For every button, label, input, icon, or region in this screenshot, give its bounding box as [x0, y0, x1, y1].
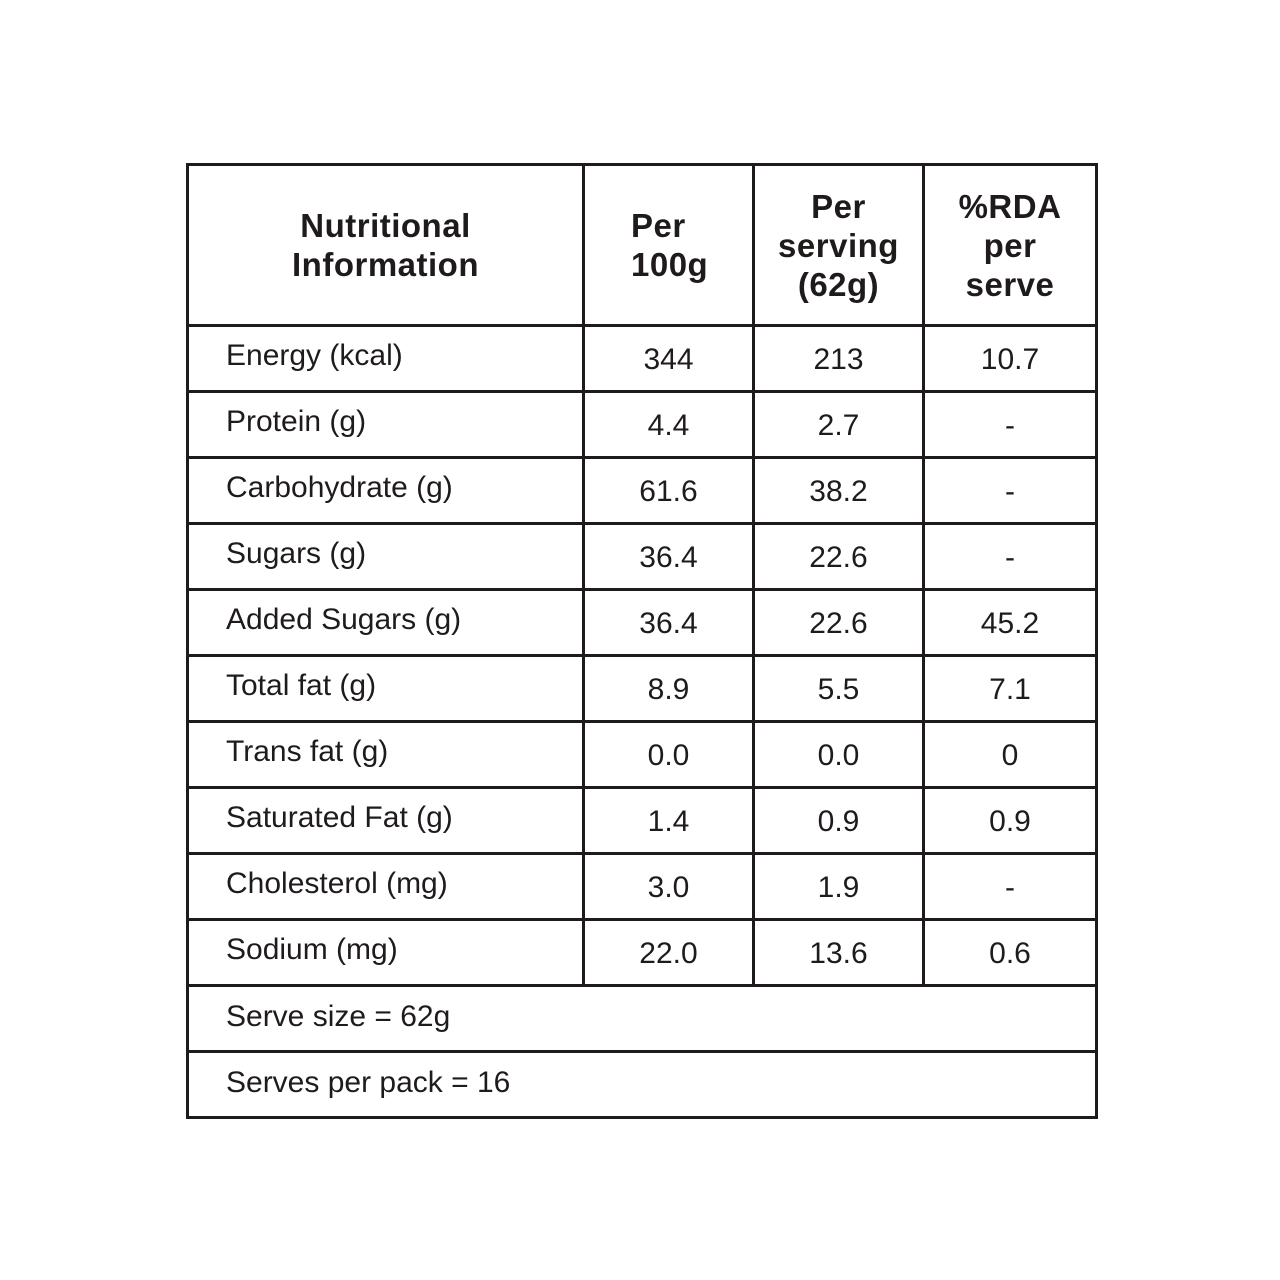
- per-serving-value: 0.9: [754, 788, 924, 854]
- nutrient-name: Trans fat (g): [188, 722, 584, 788]
- per-serving-value: 13.6: [754, 920, 924, 986]
- serves-per-pack-text: Serves per pack = 16: [188, 1052, 1097, 1118]
- table-row: [188, 590, 1097, 656]
- nutrient-name: Energy (kcal): [188, 326, 584, 392]
- rda-value: 7.1: [924, 656, 1097, 722]
- table-row: [188, 326, 1097, 392]
- per-serving-value: 213: [754, 326, 924, 392]
- per-serving-value: 2.7: [754, 392, 924, 458]
- header-line: Nutritional: [300, 207, 471, 244]
- rda-value: 45.2: [924, 590, 1097, 656]
- nutrient-name: Carbohydrate (g): [188, 458, 584, 524]
- nutrient-name: Sodium (mg): [188, 920, 584, 986]
- table-row: [188, 524, 1097, 590]
- table-row: [188, 722, 1097, 788]
- header-line: Information: [292, 246, 479, 283]
- per-100g-value: 1.4: [584, 788, 754, 854]
- nutrient-name: Protein (g): [188, 392, 584, 458]
- nutrient-name: Saturated Fat (g): [188, 788, 584, 854]
- nutrient-name: Total fat (g): [188, 656, 584, 722]
- rda-value: -: [924, 392, 1097, 458]
- table-row: [188, 788, 1097, 854]
- serve-size-row: [188, 986, 1097, 1052]
- header-rda-per-serve: [924, 165, 1097, 326]
- header-line: %RDA: [958, 187, 1062, 225]
- rda-value: 0.9: [924, 788, 1097, 854]
- per-100g-value: 8.9: [584, 656, 754, 722]
- header-per-100g: [584, 165, 754, 326]
- nutrient-name: Sugars (g): [188, 524, 584, 590]
- serve-size-text: Serve size = 62g: [188, 986, 1097, 1052]
- header-line: serving: [778, 226, 899, 264]
- table-header-row: [188, 165, 1097, 326]
- nutrient-name: Cholesterol (mg): [188, 854, 584, 920]
- table-row: [188, 854, 1097, 920]
- nutrient-name: Added Sugars (g): [188, 590, 584, 656]
- nutrition-table: [186, 163, 1098, 1119]
- per-100g-value: 344: [584, 326, 754, 392]
- header-line: Per: [631, 207, 686, 244]
- rda-value: -: [924, 524, 1097, 590]
- table-row: [188, 458, 1097, 524]
- header-line: per: [983, 226, 1037, 264]
- header-per-serving: [754, 165, 924, 326]
- per-100g-value: 36.4: [584, 524, 754, 590]
- table-row: [188, 392, 1097, 458]
- per-serving-value: 22.6: [754, 524, 924, 590]
- per-100g-value: 0.0: [584, 722, 754, 788]
- serves-per-pack-row: [188, 1052, 1097, 1118]
- rda-value: 0.6: [924, 920, 1097, 986]
- per-100g-value: 22.0: [584, 920, 754, 986]
- per-serving-value: 22.6: [754, 590, 924, 656]
- rda-value: 10.7: [924, 326, 1097, 392]
- rda-value: 0: [924, 722, 1097, 788]
- header-line: (62g): [797, 265, 880, 303]
- header-line: Per: [811, 187, 866, 225]
- per-serving-value: 0.0: [754, 722, 924, 788]
- per-100g-value: 36.4: [584, 590, 754, 656]
- per-serving-value: 1.9: [754, 854, 924, 920]
- rda-value: -: [924, 854, 1097, 920]
- per-serving-value: 38.2: [754, 458, 924, 524]
- header-line: serve: [965, 265, 1055, 303]
- table-row: [188, 656, 1097, 722]
- rda-value: -: [924, 458, 1097, 524]
- table-row: [188, 920, 1097, 986]
- per-100g-value: 61.6: [584, 458, 754, 524]
- per-100g-value: 4.4: [584, 392, 754, 458]
- header-line: 100g: [631, 246, 709, 283]
- per-100g-value: 3.0: [584, 854, 754, 920]
- header-nutritional-information: [188, 165, 584, 326]
- per-serving-value: 5.5: [754, 656, 924, 722]
